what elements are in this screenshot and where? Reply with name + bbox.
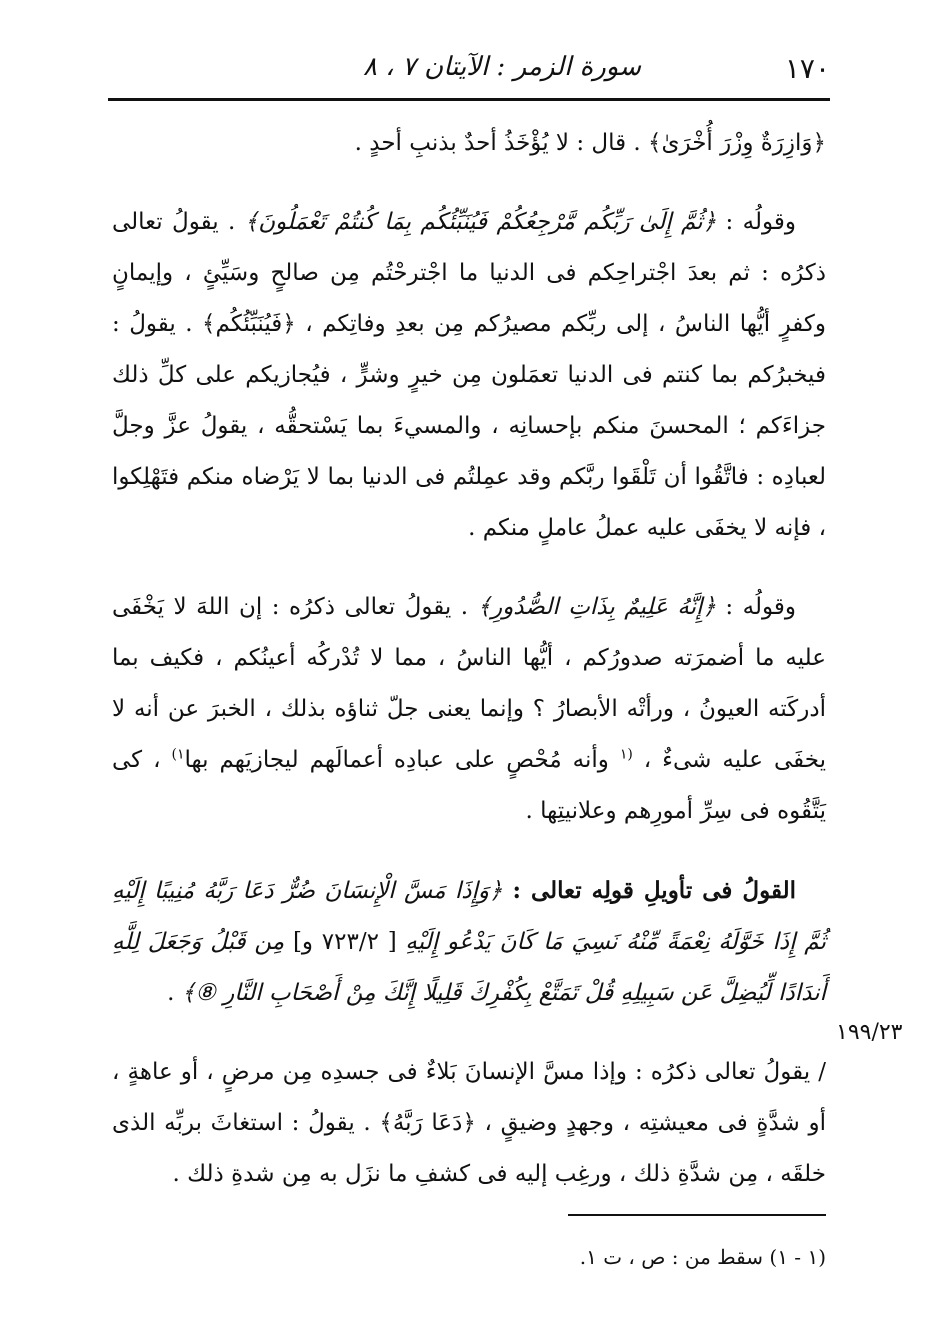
page-number: ١٧٠ — [784, 52, 830, 85]
margin-reference: ١٩٩/٢٣ — [836, 1020, 903, 1045]
quran-verse: ﴿ثُمَّ إِلَىٰ رَبِّكُم مَّرْجِعُكُمْ فَيُنَبِّئُكُم بِمَا كُنتُمْ تَعْمَلُونَ﴾ — [244, 209, 717, 235]
page-header — [108, 40, 830, 96]
paragraph-3-lead: وقولُه : — [715, 594, 796, 620]
paragraph-2-lead: وقولُه : — [716, 209, 796, 235]
paragraph-2-commentary: . يقولُ تعالى ذكرُه : ثم بعدَ اجْتراحِكم فى الدنيا ما اجْترحْتُم مِن صالحٍ وسَيِّئٍ ، وإيمانٍ وكفرٍ أيُّها الناسُ ، إلى ربِّكم مصيرُكم مِن بعدِ وفاتِكم ، ﴿فَيُنَبِّئُكُم﴾ . يقولُ : فيخبرُكم بما كنتم فى الدنيا تعمَلون مِن خيرٍ وشرٍّ ، فيُجازيكم على كلِّ ذلك جزاءَكم ؛ المحسنَ منكم بإحسانِه ، والمسيءَ بما يَسْتحقُّه ، يقولُ عزَّ وجلَّ لعبادِه : فاتَّقُوا أن تَلْقَوا ربَّكم وقد عمِلتُم فى الدنيا بما لا يَرْضاه منكم فتَهْلِكوا ، فإنه لا يخفَى عليه عملُ عاملٍ منكم . — [112, 209, 826, 541]
paragraph-2 — [112, 197, 826, 554]
paragraph-3-commentary: . يقولُ تعالى ذكرُه : إن اللهَ لا يَخْفَى عليه ما أضمرَته صدورُكم ، أيُّها الناسُ ، مما لا تُدْركُه أعينُكم ، فكيف بما أدركَته العيونُ ، ورأتْه الأبصارُ ؟ وإنما يعنى جلّ ثناؤه بذلك ، الخبرَ عن أنه لا يخفَى عليه شىءٌ ، — [112, 594, 826, 773]
paragraph-5-text: / يقولُ تعالى ذكرُه : وإذا مسَّ الإنسانَ بَلاءٌ فى جسدِه مِن مرضٍ ، أو عاهةٍ ، أو شدَّةٍ فى معيشتِه ، وجهدٍ وضيقٍ ، ﴿دَعَا رَبَّهُ﴾ . يقولُ : استغاثَ بربِّه الذى خلقَه ، مِن شدَّةِ ذلك ، ورغِب إليه فى كشفِ ما نزَل به مِن شدةِ ذلك . — [112, 1059, 826, 1187]
header-rule — [108, 98, 830, 101]
paragraph-1 — [112, 118, 826, 169]
running-head: سورة الزمر : الآيتان ٧ ، ٨ — [363, 52, 641, 82]
paragraph-4 — [112, 865, 826, 1019]
footnote: (١ - ١) سقط من : ص ، ت ١. — [579, 1245, 826, 1269]
paragraph-1-text: ﴿وَازِرَةٌ وِزْرَ أُخْرَىٰ﴾ . قال : لا يُؤْخَذُ أحدٌ بذنبِ أحدٍ . — [354, 130, 826, 156]
paragraph-4-end: . — [167, 980, 182, 1006]
footnote-rule — [568, 1214, 826, 1216]
paragraph-5 — [112, 1047, 826, 1200]
paragraph-3-footnoted-text: وأنه مُحْصٍ على عبادِه أعمالَهم ليجازيَهم بها — [184, 747, 620, 773]
quran-verse: ﴿إِنَّهُ عَلِيمٌ بِذَاتِ الصُّدُورِ﴾ — [477, 594, 716, 620]
paragraph-3-ending: ، كى يَتَّقُوه فى سِرِّ أمورِهم وعلانيتِها . — [112, 747, 826, 824]
body-text — [112, 118, 826, 1228]
quran-verse-continued: مِن قَبْلُ وَجَعَلَ لِلَّهِ أَندَادًا لِّيُضِلَّ عَن سَبِيلِهِ قُلْ تَمَتَّعْ بِكُفْرِكَ قَلِيلًا إِنَّكَ مِنْ أَصْحَابِ النَّارِ ⑧﴾ — [112, 929, 826, 1006]
footnote-marker-close: ١) — [171, 746, 185, 763]
section-heading: القولُ فى تأويلِ قولِه تعالى : — [502, 877, 796, 904]
manuscript-reference: [ ٧٢٣/٢ و] — [284, 929, 406, 955]
quran-verse: ﴿وَإِذَا مَسَّ الْإِنسَانَ ضُرٌّ دَعَا رَبَّهُ مُنِيبًا إِلَيْهِ ثُمَّ إِذَا خَوَّلَهُ نِعْمَةً مِّنْهُ نَسِيَ مَا كَانَ يَدْعُو إِلَيْهِ — [112, 878, 826, 955]
footnote-marker-open: (١ — [619, 746, 633, 763]
paragraph-3 — [112, 582, 826, 837]
